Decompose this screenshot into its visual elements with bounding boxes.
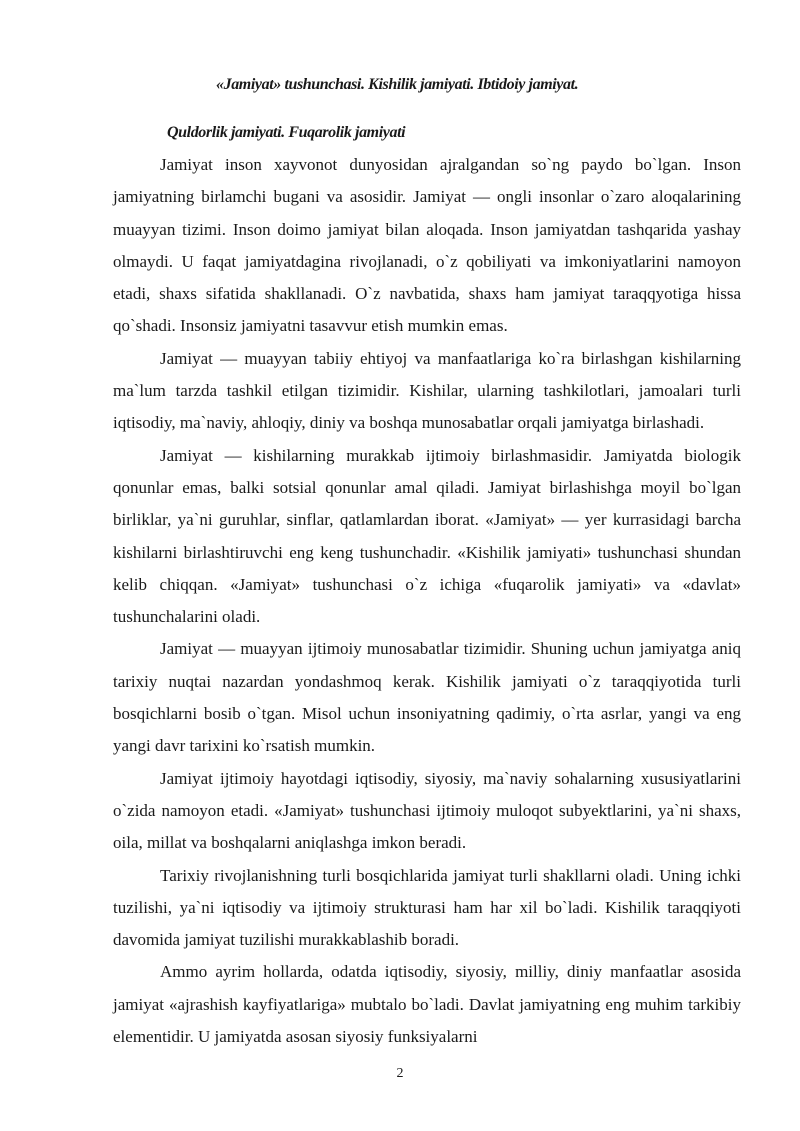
document-title: «Jamiyat» tushunchasi. Kishilik jamiyati. Ibtidoiy jamiyat. bbox=[216, 76, 579, 93]
page-number: 2 bbox=[396, 1066, 404, 1081]
document-body bbox=[113, 149, 741, 1053]
paragraph: Jamiyat — muayyan tabiiy ehtiyoj va manfaatlariga ko`ra birlashgan kishilarning ma`lum tarzda tashkil etilgan tizimidir. Kishilar, ularning tashkilotlari, jamoalari turli iqtisodiy, ma`naviy, ahloqiy, diniy va boshqa munosabatlar orqali jamiyatga birlashadi. bbox=[113, 348, 741, 433]
paragraph: Jamiyat inson xayvonot dunyosidan ajralgandan so`ng paydo bo`lgan. Inson jamiyatning birlamchi bugani va asosidir. Jamiyat — ongli insonlar o`zaro aloqalarining muayyan tizimi. Inson doimo jamiyat bilan aloqada. Inson jamiyatdan tashqarida yashay olmaydi. U faqat jamiyatdagina rivojlanadi, o`z qobiliyati va imkoniyatlarini namoyon etadi, shaxs sifatida shakllanadi. O`z navbatida, shaxs ham jamiyat taraqqyotiga hissa qo`shadi. Insonsiz jamiyatni tasavvur etish mumkin emas. bbox=[113, 155, 741, 336]
paragraph: Jamiyat — kishilarning murakkab ijtimoiy birlashmasidir. Jamiyatda biologik qonunlar emas, balki sotsial qonunlar amal qiladi. Jamiyat birlashishga moyil bo`lgan birliklar, ya`ni guruhlar, sinflar, qatlamlardan iborat. «Jamiyat» — yer kurrasidagi barcha kishilarni birlashtiruvchi eng keng tushunchadir. «Kishilik jamiyati» tushunchasi shundan kelib chiqqan. «Jamiyat» tushunchasi o`z ichiga «fuqarolik jamiyati» va «davlat» tushunchalarini oladi. bbox=[113, 445, 741, 627]
paragraph: Jamiyat ijtimoiy hayotdagi iqtisodiy, siyosiy, ma`naviy sohalarning xususiyatlarini o`zida namoyon etadi. «Jamiyat» tushunchasi ijtimoiy muloqot subyektlarini, ya`ni shaxs, oila, millat va boshqalarni aniqlashga imkon beradi. bbox=[113, 768, 741, 853]
paragraph: Ammo ayrim hollarda, odatda iqtisodiy, siyosiy, milliy, diniy manfaatlar asosida jamiyat «ajrashish kayfiyatlariga» mubtalo bo`ladi. Davlat jamiyatning eng muhim tarkibiy elementidir. U jamiyatda asosan siyosiy funksiyalarni bbox=[113, 962, 741, 1047]
paragraph: Jamiyat — muayyan ijtimoiy munosabatlar tizimidir. Shuning uchun jamiyatga aniq tarixiy nuqtai nazardan yondashmoq kerak. Kishilik jamiyati o`z taraqqiyotida turli bosqichlarni bosib o`tgan. Misol uchun insoniyatning qadimiy, o`rta asrlar, yangi va eng yangi davr tarixini ko`rsatish mumkin. bbox=[113, 639, 741, 756]
document-subtitle: Quldorlik jamiyati. Fuqarolik jamiyati bbox=[167, 124, 406, 141]
paragraph: Tarixiy rivojlanishning turli bosqichlarida jamiyat turli shakllarni oladi. Uning ichki tuzilishi, ya`ni iqtisodiy va ijtimoiy strukturasi ham har xil bo`ladi. Kishilik taraqqiyoti davomida jamiyat tuzilishi murakkablashib boradi. bbox=[113, 865, 741, 950]
